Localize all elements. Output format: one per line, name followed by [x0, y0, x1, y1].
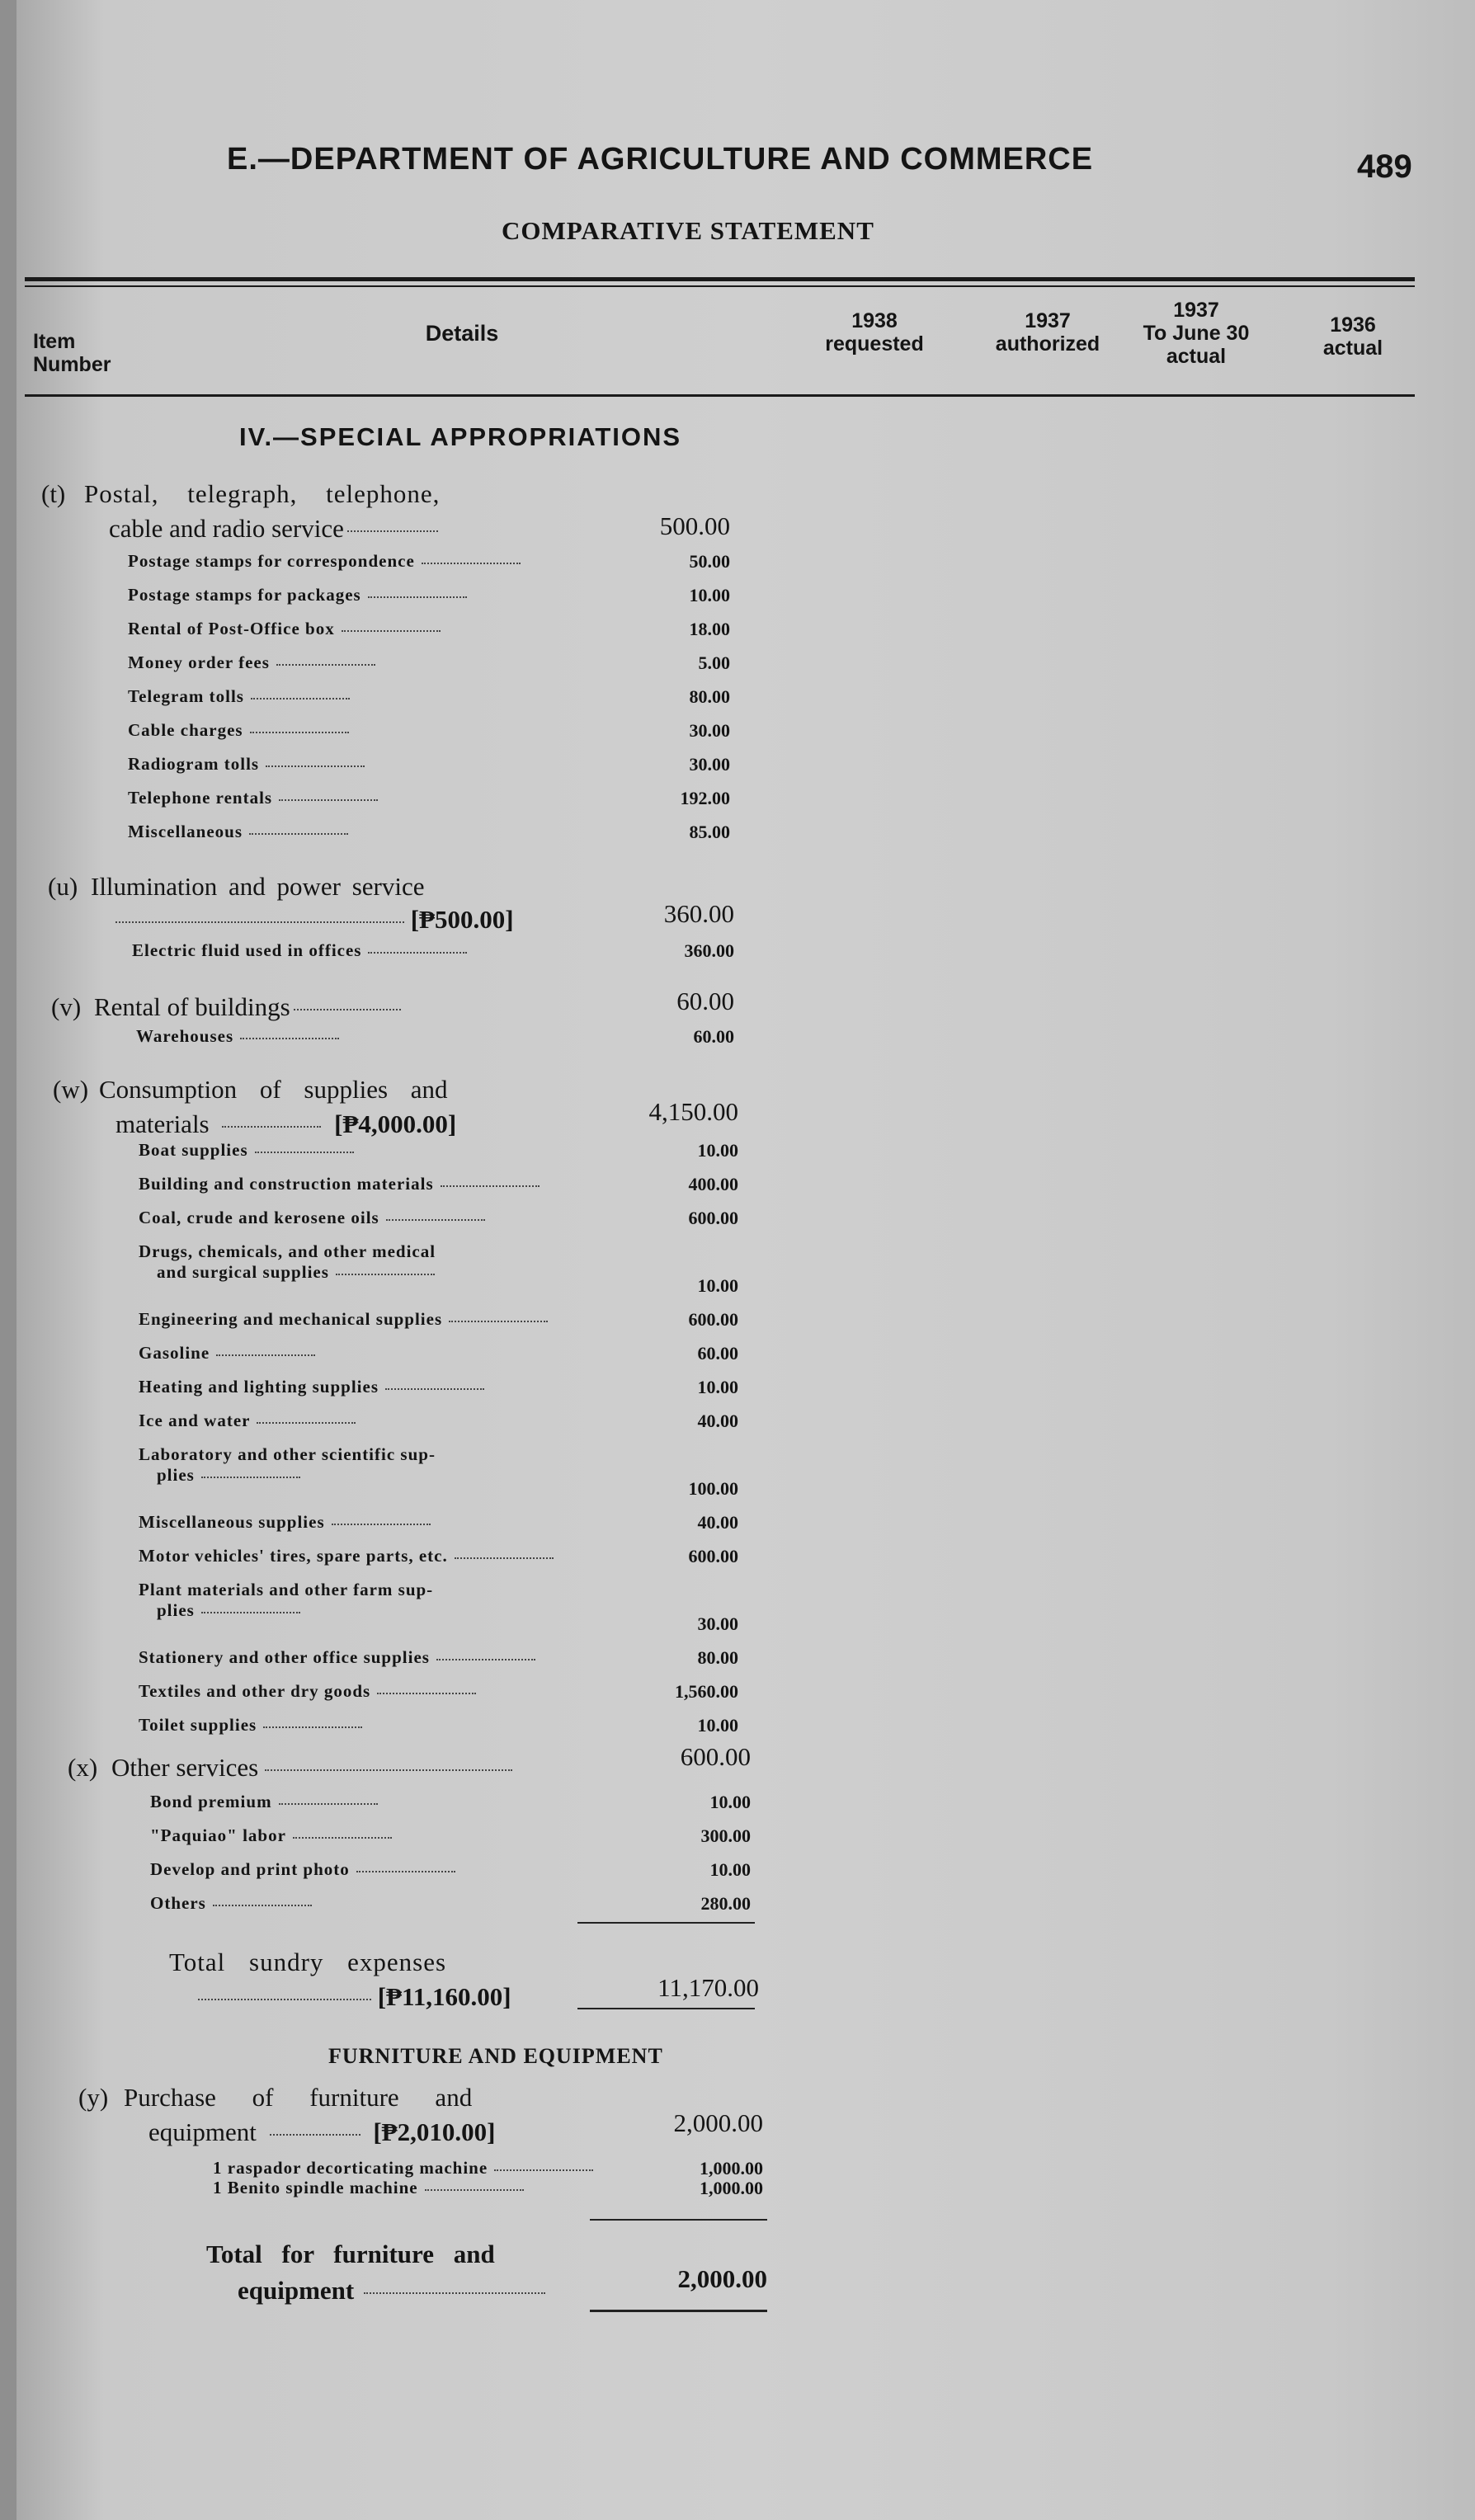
line-item — [139, 1174, 536, 1194]
line-item — [136, 1026, 528, 1047]
group-y-line2-wrap — [148, 2115, 495, 2150]
group-w-line2-wrap — [115, 1107, 456, 1142]
line-item-amount: 10.00 — [697, 1140, 738, 1161]
leader-dots — [449, 1320, 548, 1322]
line-item-amount: 600.00 — [688, 1309, 738, 1330]
line-item-amount: 10.00 — [709, 1859, 751, 1880]
line-item — [128, 822, 511, 842]
leader-dots — [279, 798, 378, 801]
header-rule-top — [25, 277, 1415, 281]
line-item — [213, 2158, 577, 2179]
leader-dots — [257, 1421, 356, 1424]
line-item-name-cont: and surgical supplies — [157, 1262, 329, 1282]
line-item-name: Others — [150, 1893, 206, 1913]
line-item-amount: 10.00 — [689, 585, 730, 605]
line-item — [128, 585, 511, 605]
line-item-amount: 85.00 — [689, 822, 730, 842]
line-item-amount: 60.00 — [697, 1343, 738, 1364]
group-v-label: (v) — [51, 992, 82, 1021]
line-item-amount: 1,000.00 — [700, 2158, 763, 2179]
line-item-name: Stationery and other office supplies — [139, 1647, 430, 1667]
leader-dots — [249, 832, 348, 835]
total-furniture-line1: Total for furniture and — [206, 2240, 495, 2268]
col-1937-june-actual: 1937 To June 30 actual — [1143, 299, 1250, 368]
line-item — [139, 1140, 536, 1161]
line-item-name: Money order fees — [128, 652, 270, 672]
group-u-total: 360.00 — [663, 899, 734, 928]
line-item-amount: 40.00 — [697, 1411, 738, 1431]
line-item-amount: 10.00 — [709, 1792, 751, 1812]
line-item-name: Telegram tolls — [128, 686, 244, 706]
leader-dots — [250, 731, 349, 733]
line-item — [132, 940, 524, 961]
group-v-line1-wrap — [94, 990, 401, 1024]
total-furniture-value: 2,000.00 — [677, 2264, 767, 2293]
header-rule-top-thin — [25, 285, 1415, 287]
line-item-name: Develop and print photo — [150, 1859, 350, 1879]
group-v-line1: Rental of buildings — [94, 992, 290, 1021]
line-item-amount: 60.00 — [693, 1026, 734, 1047]
line-item-name: Heating and lighting supplies — [139, 1377, 379, 1397]
leader-dots — [279, 1802, 378, 1805]
line-item-name: Plant materials and other farm sup- — [139, 1580, 434, 1599]
line-item-name: Miscellaneous supplies — [139, 1512, 325, 1532]
total-sundry-bracket: [₱11,160.00] — [377, 1982, 511, 2011]
leader-dots — [377, 1692, 476, 1694]
line-item-name: Postage stamps for correspondence — [128, 551, 415, 571]
group-x-total: 600.00 — [680, 1742, 751, 1771]
line-item-amount: 80.00 — [689, 686, 730, 707]
line-item-name: Laboratory and other scientific sup- — [139, 1444, 436, 1464]
group-w-line1: Consumption of supplies and — [99, 1075, 448, 1104]
total-sundry-line2-wrap — [198, 1980, 511, 2014]
leader-dots — [276, 663, 375, 666]
sundry-sum-line — [577, 1922, 755, 1924]
line-item-amount: 280.00 — [700, 1893, 751, 1914]
line-item — [150, 1893, 544, 1914]
line-item — [139, 1512, 536, 1533]
leader-dots — [356, 1870, 455, 1872]
group-x-line1: Other services — [111, 1753, 259, 1782]
leader-dots — [240, 1037, 339, 1039]
group-w-line2: materials — [115, 1109, 210, 1138]
group-y-label: (y) — [78, 2083, 109, 2112]
group-u-line1: Illumination and power service — [91, 872, 425, 901]
leader-dots — [266, 765, 365, 767]
leader-dots — [255, 1151, 354, 1153]
group-t-line1: Postal, telegraph, telephone, — [84, 479, 441, 508]
department-title: E.—DEPARTMENT OF AGRICULTURE AND COMMERCE — [227, 142, 1094, 177]
line-item-name: "Paquiao" labor — [150, 1825, 286, 1845]
col-details: Details — [425, 321, 499, 346]
line-item-amount: 400.00 — [688, 1174, 738, 1194]
leader-dots — [263, 1726, 362, 1728]
leader-dots — [201, 1476, 300, 1478]
group-u-label: (u) — [48, 872, 78, 901]
line-item — [150, 1792, 544, 1812]
leader-dots — [441, 1185, 540, 1187]
line-item-name: Miscellaneous — [128, 822, 243, 841]
line-item — [150, 1825, 544, 1846]
line-item-amount: 300.00 — [700, 1825, 751, 1846]
line-item — [139, 1309, 536, 1330]
line-item-amount: 50.00 — [689, 551, 730, 572]
line-item-name: 1 raspador decorticating machine — [213, 2158, 488, 2178]
group-u-line2-wrap — [115, 902, 514, 937]
leader-dots — [455, 1557, 554, 1559]
line-item-amount: 80.00 — [697, 1647, 738, 1668]
leader-dots — [425, 2188, 524, 2191]
total-sundry-line1: Total sundry expenses — [169, 1948, 447, 1976]
line-item — [139, 1343, 536, 1364]
line-item-name: Toilet supplies — [139, 1715, 257, 1735]
line-item — [128, 551, 511, 572]
group-t-line2-wrap — [109, 511, 438, 546]
col-1937-authorized: 1937 authorized — [995, 309, 1100, 356]
section-title: IV.—SPECIAL APPROPRIATIONS — [239, 422, 682, 451]
line-item-name: 1 Benito spindle machine — [213, 2178, 418, 2197]
group-v-total: 60.00 — [676, 987, 734, 1015]
leader-dots — [293, 1836, 392, 1839]
group-u-bracket: [₱500.00] — [410, 905, 514, 934]
line-item-amount: 18.00 — [689, 619, 730, 639]
total-furniture-line2-wrap — [238, 2273, 545, 2308]
line-item — [139, 1647, 536, 1668]
line-item — [128, 788, 511, 808]
leader-dots — [386, 1218, 485, 1221]
line-item-amount: 192.00 — [680, 788, 730, 808]
group-w-bracket: [₱4,000.00] — [334, 1109, 457, 1138]
line-item-name-cont: plies — [157, 1465, 195, 1485]
line-item — [139, 1208, 536, 1228]
line-item-name: Rental of Post-Office box — [128, 619, 335, 638]
line-item-name: Postage stamps for packages — [128, 585, 361, 605]
line-item-amount: 600.00 — [688, 1208, 738, 1228]
line-item — [139, 1681, 536, 1702]
furniture-heading: FURNITURE AND EQUIPMENT — [328, 2044, 663, 2068]
line-item-name: Building and construction materials — [139, 1174, 434, 1194]
line-item-name: Electric fluid used in offices — [132, 940, 362, 960]
furniture-sum-line — [590, 2219, 767, 2221]
line-item — [139, 1377, 536, 1397]
sundry-total-underline — [577, 2008, 755, 2009]
line-item-name: Cable charges — [128, 720, 243, 740]
line-item — [128, 619, 511, 639]
group-y-total: 2,000.00 — [673, 2108, 763, 2137]
line-item-amount: 30.00 — [689, 720, 730, 741]
line-item — [139, 1241, 536, 1283]
line-item-name: Textiles and other dry goods — [139, 1681, 371, 1701]
total-furniture-line2: equipment — [238, 2276, 355, 2305]
leader-dots — [368, 596, 467, 598]
line-item — [128, 720, 511, 741]
line-item — [139, 1715, 536, 1736]
line-item-amount: 1,560.00 — [675, 1681, 738, 1702]
line-item-name: Telephone rentals — [128, 788, 273, 808]
leader-dots — [436, 1658, 535, 1660]
line-item-name: Engineering and mechanical supplies — [139, 1309, 443, 1329]
line-item — [213, 2178, 577, 2198]
line-item-name: Warehouses — [136, 1026, 234, 1046]
page-number: 489 — [1357, 148, 1412, 185]
line-item-amount: 1,000.00 — [700, 2178, 763, 2198]
line-item-amount: 10.00 — [697, 1275, 738, 1296]
group-w-total: 4,150.00 — [648, 1097, 738, 1126]
group-t-total: 500.00 — [659, 511, 730, 540]
line-item — [150, 1859, 544, 1880]
group-y-line2: equipment — [148, 2117, 257, 2146]
group-x-label: (x) — [68, 1753, 98, 1782]
line-item-name: Boat supplies — [139, 1140, 248, 1160]
line-item-amount: 10.00 — [697, 1377, 738, 1397]
leader-dots — [342, 629, 441, 632]
group-x-line1-wrap — [111, 1750, 512, 1785]
line-item-amount: 30.00 — [689, 754, 730, 775]
line-item-name: Gasoline — [139, 1343, 210, 1363]
line-item-amount: 5.00 — [698, 652, 730, 673]
leader-dots — [385, 1387, 484, 1390]
line-item — [128, 686, 511, 707]
line-item-name: Motor vehicles' tires, spare parts, etc. — [139, 1546, 448, 1566]
group-y-bracket: [₱2,010.00] — [373, 2117, 496, 2146]
line-item-name: Ice and water — [139, 1411, 251, 1430]
leader-dots — [422, 562, 521, 564]
col-item-number: Item Number — [33, 330, 111, 376]
line-item-name-cont: plies — [157, 1600, 195, 1620]
furniture-total-underline — [590, 2310, 767, 2312]
line-item — [139, 1580, 536, 1621]
leader-dots — [213, 1904, 312, 1906]
leader-dots — [216, 1354, 315, 1356]
line-item — [139, 1411, 536, 1431]
leader-dots — [332, 1523, 431, 1525]
leader-dots — [336, 1273, 435, 1275]
col-1938-requested: 1938 requested — [825, 309, 924, 356]
total-sundry-value: 11,170.00 — [657, 1973, 759, 2002]
leader-dots — [201, 1611, 300, 1613]
line-item — [139, 1444, 536, 1486]
line-item-amount: 40.00 — [697, 1512, 738, 1533]
group-w-label: (w) — [53, 1075, 89, 1104]
line-item-amount: 600.00 — [688, 1546, 738, 1566]
line-item — [139, 1546, 536, 1566]
group-t-line2: cable and radio service — [109, 514, 344, 543]
col-1936-actual: 1936 actual — [1322, 313, 1383, 360]
line-item-name: Radiogram tolls — [128, 754, 260, 774]
leader-dots — [494, 2169, 593, 2171]
line-item-amount: 100.00 — [688, 1478, 738, 1499]
group-t-label: (t) — [41, 479, 66, 508]
line-item — [128, 754, 511, 775]
line-item-name: Bond premium — [150, 1792, 272, 1811]
line-item — [128, 652, 511, 673]
statement-subtitle: COMPARATIVE STATEMENT — [502, 216, 874, 245]
line-item-name: Drugs, chemicals, and other medical — [139, 1241, 436, 1261]
leader-dots — [251, 697, 350, 699]
line-item-amount: 10.00 — [697, 1715, 738, 1736]
header-rule-bottom — [25, 394, 1415, 397]
group-y-line1: Purchase of furniture and — [124, 2083, 473, 2112]
line-item-amount: 360.00 — [684, 940, 734, 961]
line-item-name: Coal, crude and kerosene oils — [139, 1208, 379, 1227]
line-item-amount: 30.00 — [697, 1613, 738, 1634]
document-page — [16, 0, 1475, 2520]
leader-dots — [368, 951, 467, 954]
